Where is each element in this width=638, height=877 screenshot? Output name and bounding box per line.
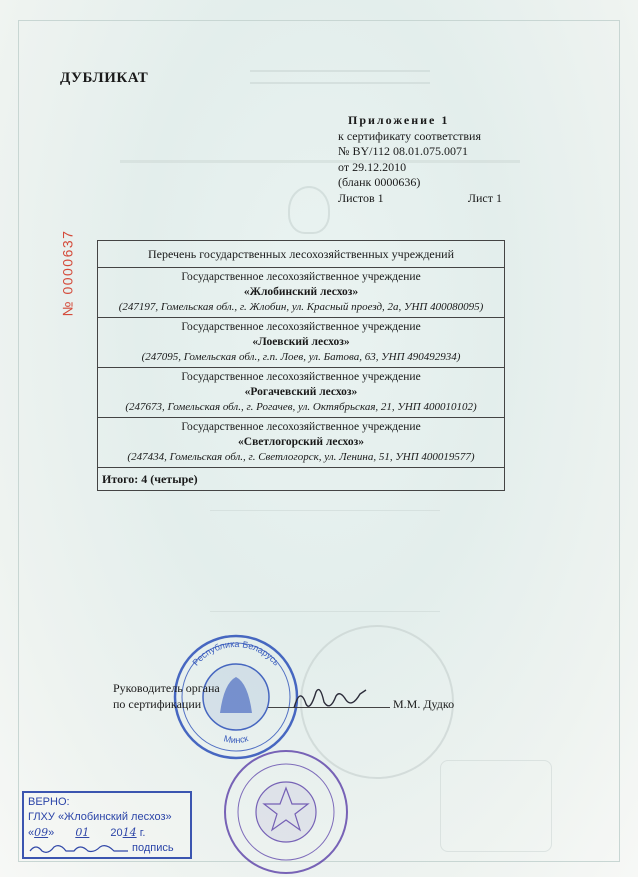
organization-stamp-icon [222,748,350,876]
date-quote-open: « [28,827,35,839]
sheet-info [338,191,502,207]
stamp-bottom-text: Минск [222,733,250,746]
institution-cell [98,268,505,318]
certificate-date: от 29.12.2010 [338,159,407,174]
signature-label-line1: Руководитель органа [113,681,220,695]
faded-box-stamp [440,760,552,852]
appendix-to-certificate: к сертификату соответствия [338,128,481,143]
table-row [98,418,505,468]
serial-number [56,215,86,335]
institution-name: «Светлогорский лесхоз» [238,436,364,448]
date-month: 01 [75,826,90,839]
date-quote-close: » [48,827,55,839]
stamp-top-text: Республика Беларусь [190,638,282,668]
svg-text:Минск [223,733,250,745]
institution-cell [98,318,505,368]
verification-signature-row [28,841,186,856]
signature-label [113,680,220,712]
institution-address: (247095, Гомельская обл., г.п. Лоев, ул. Батова, 63, УНП 490492934) [141,351,461,363]
verification-line2: ГЛХУ «Жлобинский лесхоз» [28,811,172,823]
total-row [98,468,505,491]
institution-address: (247673, Гомельская обл., г. Рогачев, ул. Октябрьская, 21, УНП 400010102) [125,401,477,413]
verification-stamp [22,791,192,859]
certificate-number: № BY/112 08.01.075.0071 [338,144,469,158]
verification-signature-icon [28,841,132,855]
institutions-table [97,240,505,491]
handwritten-signature-icon [290,682,370,716]
signature-label-line2: по сертификации [113,697,202,711]
institution-type: Государственное лесохозяйственное учреждение [181,321,421,333]
institution-name: «Лоевский лесхоз» [252,336,350,348]
institution-type: Государственное лесохозяйственное учреждение [181,421,421,433]
sheet-number: Лист 1 [467,190,502,205]
total-count: Итого: 4 (четыре) [98,468,505,491]
institution-name: «Жлобинский лесхоз» [243,286,359,298]
institution-type: Государственное лесохозяйственное учреждение [181,271,421,283]
verification-sign-word: подпись [132,842,174,854]
institution-type: Государственное лесохозяйственное учреждение [181,371,421,383]
blank-number: (бланк 0000636) [338,175,421,189]
appendix-heading: Приложение 1 [348,113,450,127]
sheets-count: Листов 1 [338,190,384,205]
institution-address: (247434, Гомельская обл., г. Светлогорск, ул. Ленина, 51, УНП 400019577) [127,451,475,463]
institution-address: (247197, Гомельская обл., г. Жлобин, ул. Красный проезд, 2а, УНП 400080095) [118,301,484,313]
table-row [98,318,505,368]
date-year-prefix: 20 [110,827,123,839]
date-day: 09 [34,826,49,839]
appendix-header [338,113,508,206]
background-ghost-lines [250,70,430,84]
date-year-suffix: 14 [122,826,137,839]
institution-cell [98,418,505,468]
duplicate-mark: ДУБЛИКАТ [60,70,149,86]
serial-number-text: № 0000637 [59,229,76,317]
organization-stamp [222,748,350,876]
table-row [98,368,505,418]
signer-name: М.М. Дудко [393,697,455,711]
institution-name: «Рогачевский лесхоз» [244,386,358,398]
date-year-end: г. [139,827,146,839]
table-title-row [98,241,505,268]
verification-date [28,825,186,841]
table-row [98,268,505,318]
table-title: Перечень государственных лесохозяйственных учреждений [98,241,505,268]
institution-cell [98,368,505,418]
background-emblem-icon [288,186,330,234]
background-ghost-text [210,510,440,612]
verification-line1: ВЕРНО: [28,796,70,808]
